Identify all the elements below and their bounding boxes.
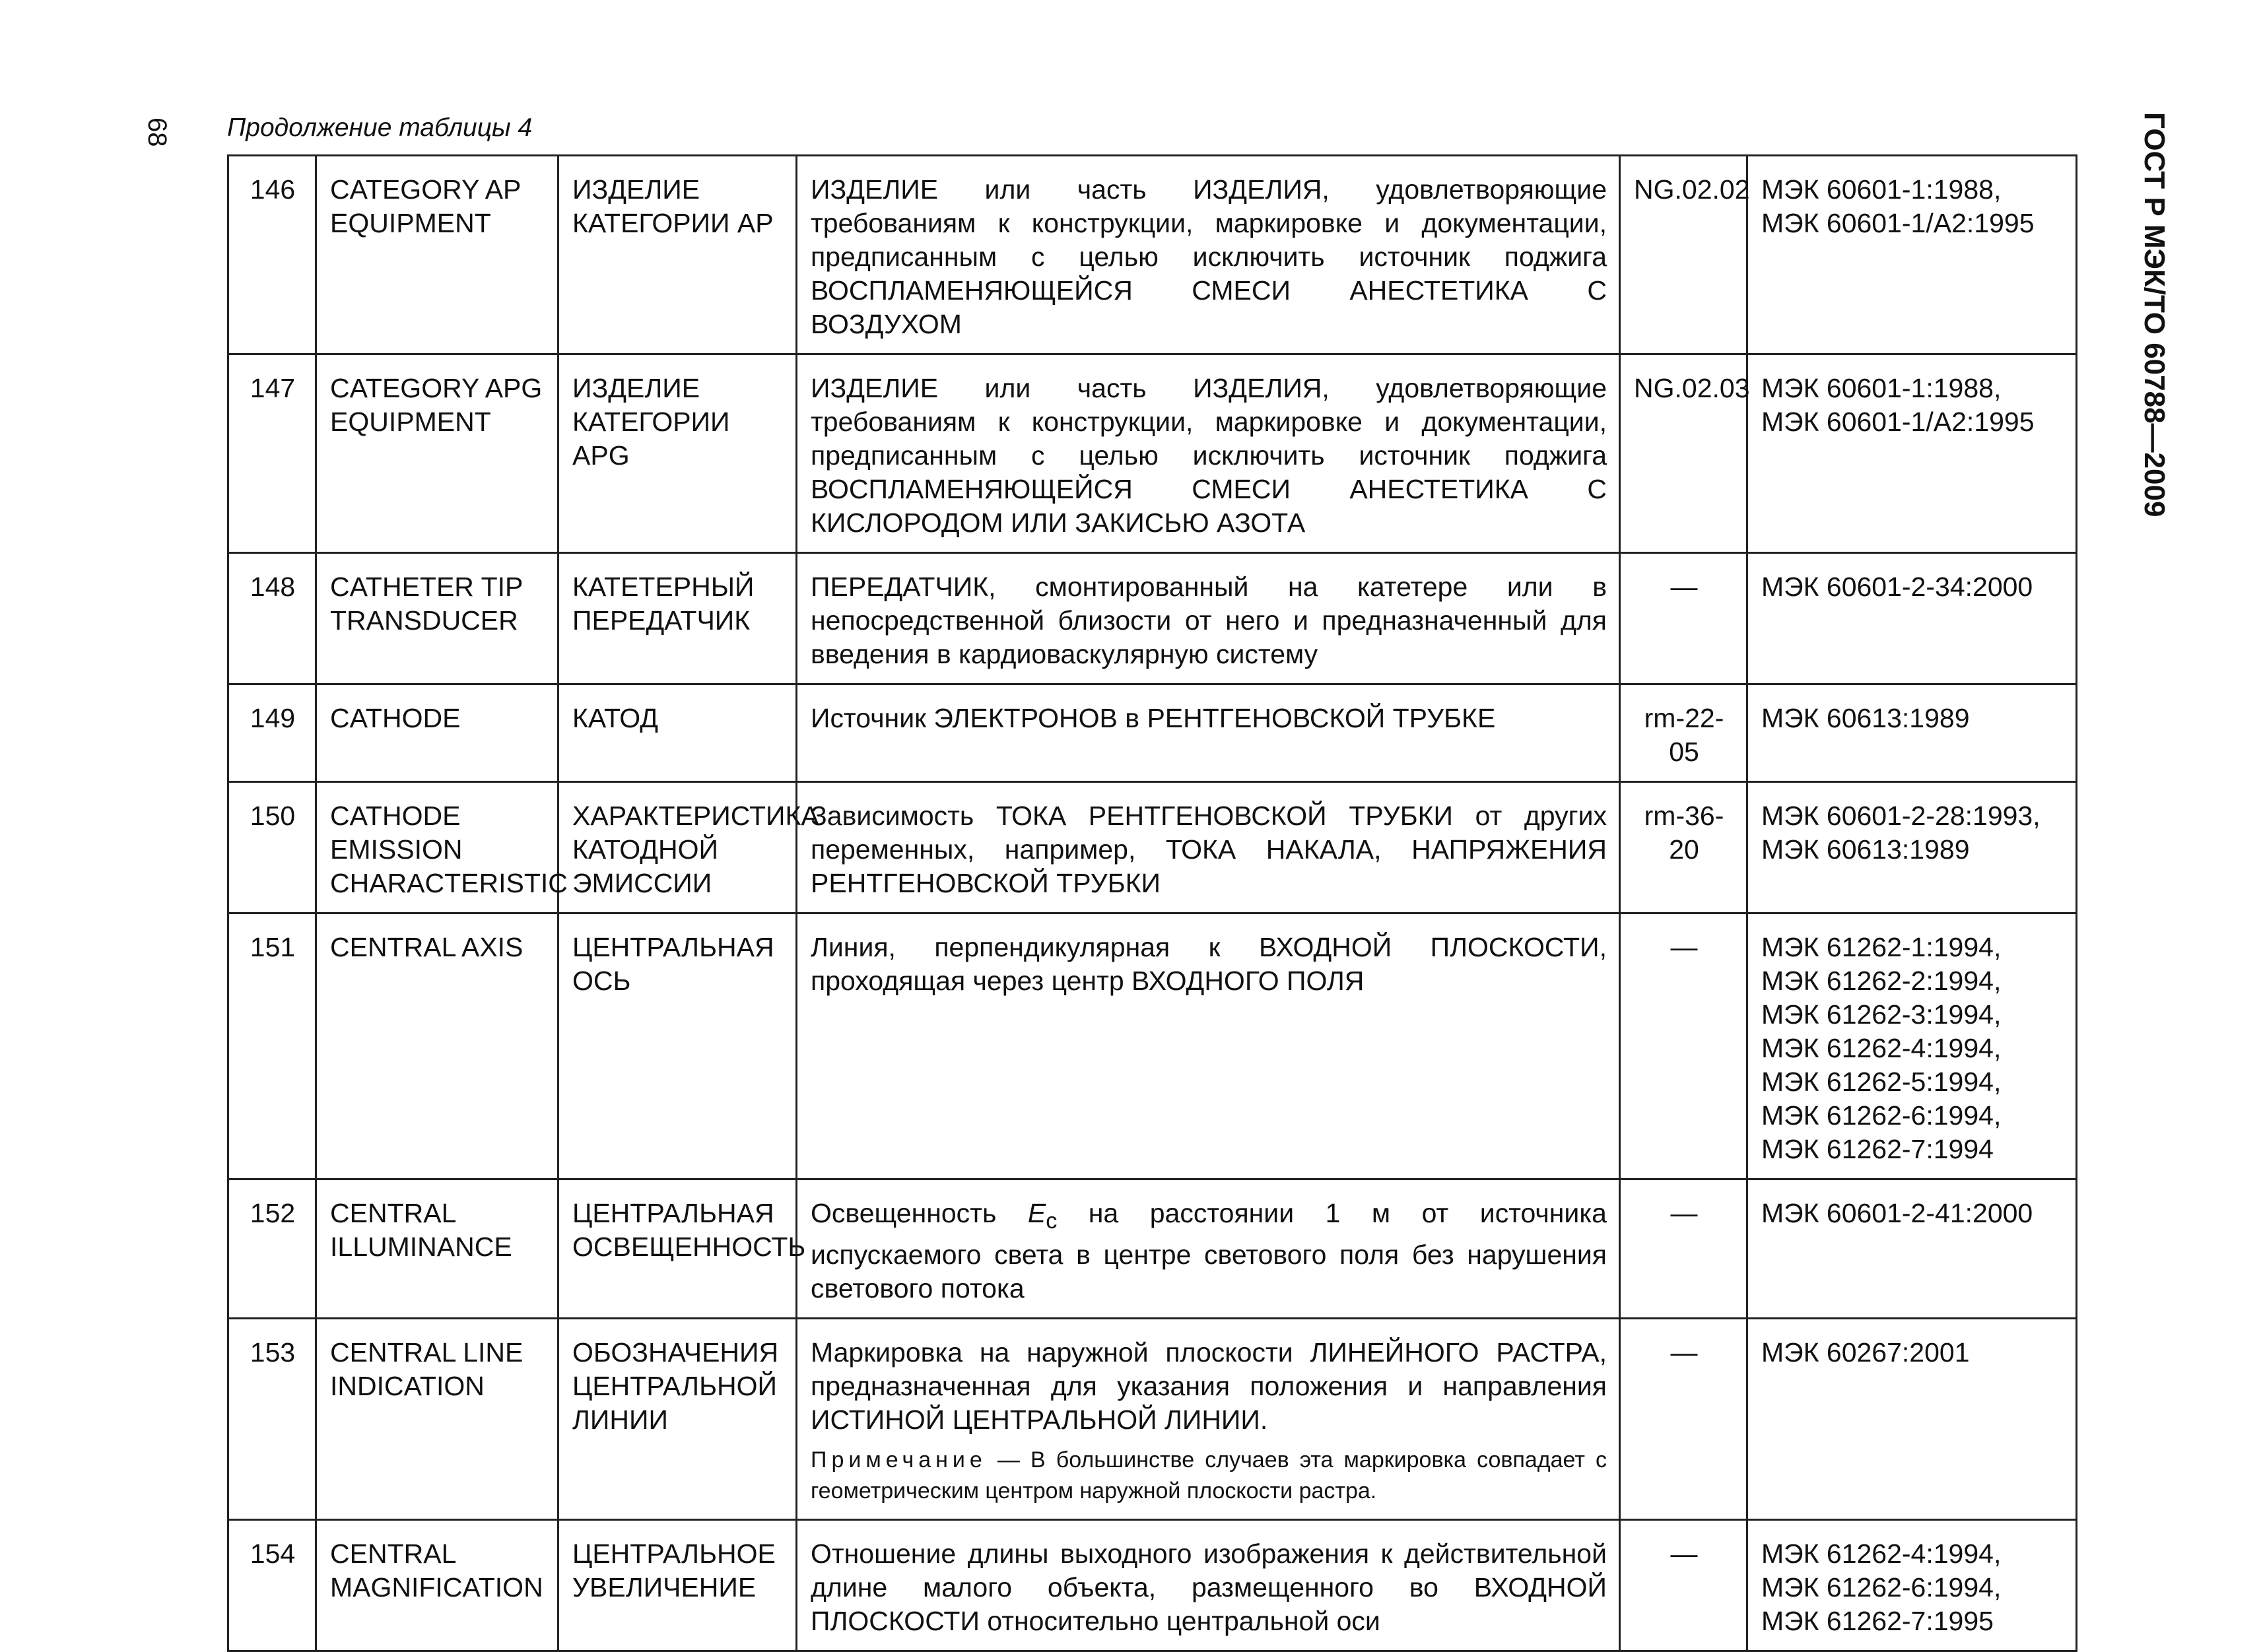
- term-english: CENTRAL MAGNIFICATION: [316, 1520, 558, 1651]
- term-definition: Отношение длины выходного изображения к действительной длине малого объекта, размещенного во ВХОДНОЙ ПЛОСКОСТИ относительно центральной оси: [797, 1520, 1620, 1651]
- row-number: 146: [228, 156, 316, 354]
- term-russian: ИЗДЕЛИЕ КАТЕГОРИИ AP: [558, 156, 797, 354]
- term-definition: Источник ЭЛЕКТРОНОВ в РЕНТГЕНОВСКОЙ ТРУБКЕ: [797, 684, 1620, 782]
- terms-table: [227, 154, 2077, 1652]
- term-english: CENTRAL AXIS: [316, 913, 558, 1179]
- row-number: 154: [228, 1520, 316, 1651]
- term-source: МЭК 60613:1989: [1747, 684, 2077, 782]
- term-code: —: [1620, 1319, 1747, 1520]
- term-definition: Зависимость ТОКА РЕНТГЕНОВСКОЙ ТРУБКИ от других переменных, например, ТОКА НАКАЛА, НАПРЯЖЕНИЯ РЕНТГЕНОВСКОЙ ТРУБКИ: [797, 782, 1620, 913]
- term-english: CATHODE EMISSION CHARACTERISTIC: [316, 782, 558, 913]
- term-definition: ИЗДЕЛИЕ или часть ИЗДЕЛИЯ, удовлетворяющие требованиям к конструкции, маркировке и документации, предписанным с целью исключить источник поджига ВОСПЛАМЕНЯЮЩЕЙСЯ СМЕСИ АНЕСТЕТИКА С ВОЗДУХОМ: [797, 156, 1620, 354]
- term-source: МЭК 61262-1:1994, МЭК 61262-2:1994, МЭК 61262-3:1994, МЭК 61262-4:1994, МЭК 61262-5:1994, МЭК 61262-6:1994, МЭК 61262-7:1994: [1747, 913, 2077, 1179]
- row-number: 152: [228, 1179, 316, 1319]
- term-russian: ИЗДЕЛИЕ КАТЕГОРИИ APG: [558, 354, 797, 553]
- row-number: 147: [228, 354, 316, 553]
- term-source: МЭК 60267:2001: [1747, 1319, 2077, 1520]
- term-code: rm-22-05: [1620, 684, 1747, 782]
- table-row: [228, 1319, 2077, 1520]
- term-russian: КАТЕТЕРНЫЙ ПЕРЕДАТЧИК: [558, 553, 797, 684]
- term-definition: Линия, перпендикулярная к ВХОДНОЙ ПЛОСКОСТИ, проходящая через центр ВХОДНОГО ПОЛЯ: [797, 913, 1620, 1179]
- table-row: [228, 1179, 2077, 1319]
- term-russian: ЦЕНТРАЛЬНАЯ ОСЬ: [558, 913, 797, 1179]
- standard-designation: ГОСТ Р МЭК/ТО 60788—2009: [2138, 112, 2171, 517]
- term-definition: [797, 1179, 1620, 1319]
- term-code: —: [1620, 553, 1747, 684]
- term-english: CATEGORY AP EQUIPMENT: [316, 156, 558, 354]
- term-source: МЭК 60601-2-28:1993, МЭК 60613:1989: [1747, 782, 2077, 913]
- term-russian: ЦЕНТРАЛЬНАЯ ОСВЕЩЕННОСТЬ: [558, 1179, 797, 1319]
- note-text: — В большинстве случаев эта маркировка совпадает с геометрическим центром наружной плоскости растра.: [811, 1447, 1607, 1504]
- term-english: CATEGORY APG EQUIPMENT: [316, 354, 558, 553]
- term-definition: [797, 1319, 1620, 1520]
- term-source: МЭК 60601-1:1988, МЭК 60601-1/A2:1995: [1747, 354, 2077, 553]
- term-code: rm-36-20: [1620, 782, 1747, 913]
- term-source: МЭК 61262-4:1994, МЭК 61262-6:1994, МЭК 61262-7:1995: [1747, 1520, 2077, 1651]
- note-label: Примечание: [811, 1447, 987, 1473]
- definition-text: на расстоянии 1 м от источника испускаемого света в центре светового поля без нарушения светового потока: [811, 1198, 1607, 1304]
- table-row: [228, 913, 2077, 1179]
- table-caption: Продолжение таблицы 4: [227, 114, 533, 142]
- term-source: МЭК 60601-1:1988, МЭК 60601-1/A2:1995: [1747, 156, 2077, 354]
- term-russian: ХАРАКТЕРИСТИКА КАТОДНОЙ ЭМИССИИ: [558, 782, 797, 913]
- page-number: 68: [143, 117, 172, 147]
- table-row: [228, 553, 2077, 684]
- illuminance-symbol: E: [1027, 1198, 1046, 1228]
- table-row: [228, 1520, 2077, 1651]
- row-number: 150: [228, 782, 316, 913]
- term-source: МЭК 60601-2-34:2000: [1747, 553, 2077, 684]
- term-definition: ИЗДЕЛИЕ или часть ИЗДЕЛИЯ, удовлетворяющие требованиям к конструкции, маркировке и документации, предписанным с целью исключить источник поджига ВОСПЛАМЕНЯЮЩЕЙСЯ СМЕСИ АНЕСТЕТИКА С КИСЛОРОДОМ ИЛИ ЗАКИСЬЮ АЗОТА: [797, 354, 1620, 553]
- term-code: NG.02.03: [1620, 354, 1747, 553]
- term-code: —: [1620, 913, 1747, 1179]
- term-english: CENTRAL LINE INDICATION: [316, 1319, 558, 1520]
- table-row: [228, 354, 2077, 553]
- term-source: МЭК 60601-2-41:2000: [1747, 1179, 2077, 1319]
- term-code: NG.02.02: [1620, 156, 1747, 354]
- table-row: [228, 684, 2077, 782]
- definition-note: [811, 1445, 1607, 1507]
- term-english: CATHETER TIP TRANSDUCER: [316, 553, 558, 684]
- row-number: 148: [228, 553, 316, 684]
- term-russian: ЦЕНТРАЛЬНОЕ УВЕЛИЧЕНИЕ: [558, 1520, 797, 1651]
- row-number: 149: [228, 684, 316, 782]
- row-number: 153: [228, 1319, 316, 1520]
- definition-text: Маркировка на наружной плоскости ЛИНЕЙНОГО РАСТРА, предназначенная для указания положения и направления ИСТИНОЙ ЦЕНТРАЛЬНОЙ ЛИНИИ.: [811, 1337, 1607, 1436]
- term-code: —: [1620, 1179, 1747, 1319]
- term-english: CATHODE: [316, 684, 558, 782]
- table-row: [228, 782, 2077, 913]
- row-number: 151: [228, 913, 316, 1179]
- term-english: CENTRAL ILLUMINANCE: [316, 1179, 558, 1319]
- term-code: —: [1620, 1520, 1747, 1651]
- table-row: [228, 156, 2077, 354]
- term-russian: КАТОД: [558, 684, 797, 782]
- term-definition: ПЕРЕДАТЧИК, смонтированный на катетере или в непосредственной близости от него и предназначенный для введения в кардиоваскулярную систему: [797, 553, 1620, 684]
- term-russian: ОБОЗНАЧЕНИЯ ЦЕНТРАЛЬНОЙ ЛИНИИ: [558, 1319, 797, 1520]
- illuminance-subscript: c: [1046, 1208, 1058, 1234]
- definition-text: Освещенность: [811, 1198, 1028, 1228]
